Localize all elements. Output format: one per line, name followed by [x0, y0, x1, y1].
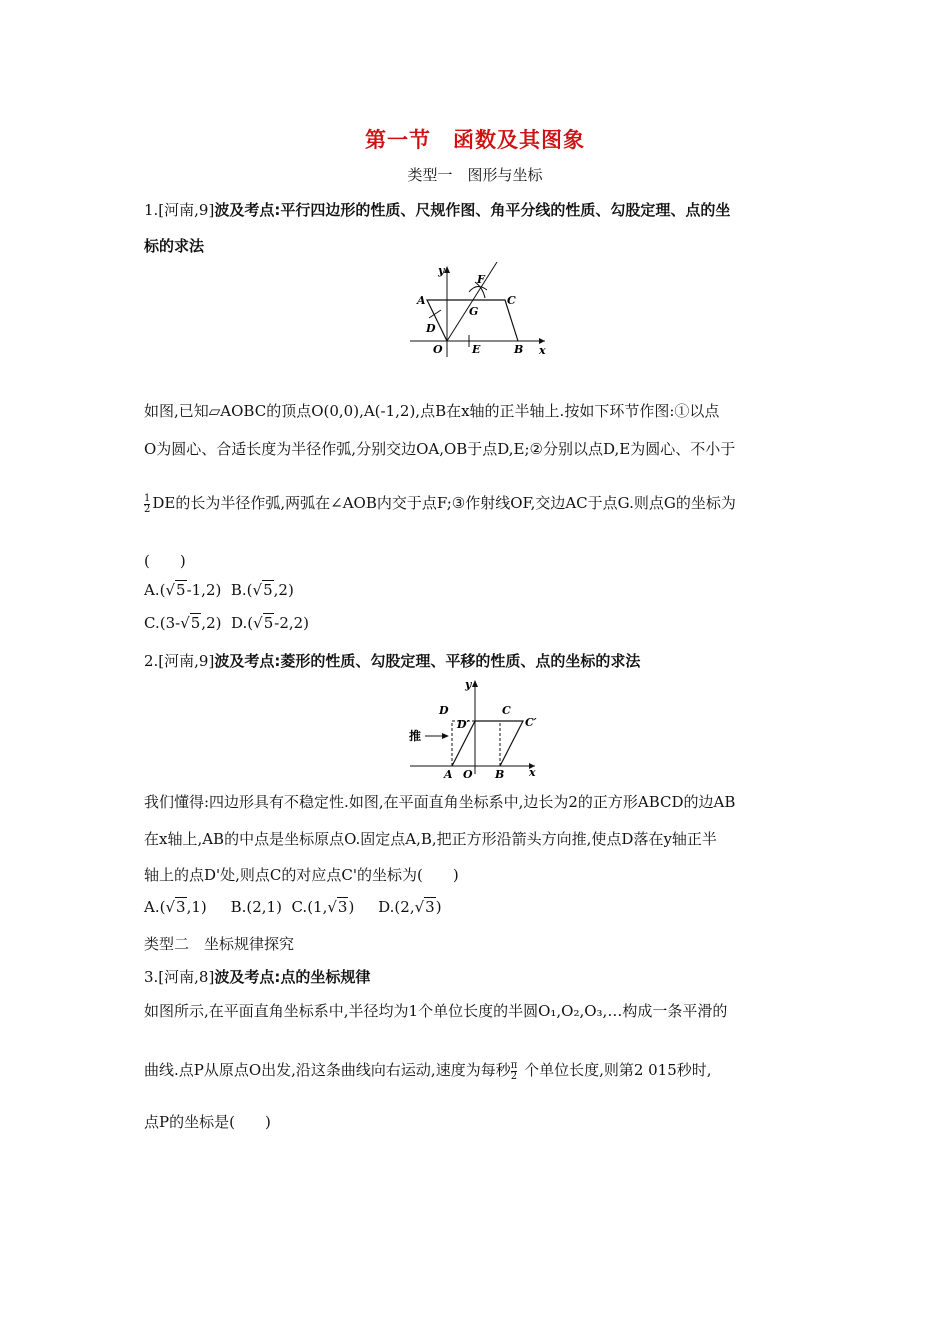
q1-option-c[interactable]: C.(3-√5,2) [144, 614, 222, 632]
q2-fig-label-b: B [495, 768, 505, 781]
q3-header [144, 966, 370, 987]
q2-option-c[interactable]: C.(1,√3) [291, 898, 355, 916]
q3-line2 [144, 1059, 712, 1082]
q1-fig-label-c: C [507, 294, 516, 307]
q2-fig-label-o: O [463, 768, 473, 781]
q2-fig-label-push: 推 [409, 729, 422, 743]
q2-fig-label-c: C [502, 704, 511, 717]
q1-fig-label-f: F [477, 273, 485, 286]
q2-option-b[interactable]: B.(2,1) [230, 898, 282, 916]
q1-line1: 如图,已知▱AOBC的顶点O(0,0),A(-1,2),点B在x轴的正半轴上.按如下环节作图:①以点 [144, 402, 720, 420]
q1-fig-label-a: A [417, 294, 426, 307]
q2-fig-label-a: A [444, 768, 453, 781]
q1-fig-label-e: E [472, 343, 481, 356]
q1-line2: O为圆心、合适长度为半径作弧,分别交边OA,OB于点D,E;②分别以点D,E为圆心、不小于 [144, 440, 736, 458]
q1-number: 1.[河南,9] [144, 201, 215, 219]
q2-options [144, 898, 442, 916]
q2-line1: 我们懂得:四边形具有不稳定性.如图,在平面直角坐标系中,边长为2的正方形ABCD的边AB [144, 793, 736, 811]
q3-line2-end: 个单位长度,则第2 015秒时, [524, 1061, 712, 1079]
q2-option-a[interactable]: A.(√3,1) [144, 898, 207, 916]
q2-fig-label-d: D [439, 704, 449, 717]
q2-fig-label-dprime: D′ [457, 718, 470, 731]
q1-figure [405, 262, 555, 362]
q1-option-a[interactable]: A.(√5-1,2) [144, 581, 222, 599]
q1-topic-cont: 标的求法 [144, 237, 205, 255]
q1-header [144, 199, 730, 220]
q2-header [144, 650, 640, 671]
q3-line3: 点P的坐标是( ) [144, 1113, 271, 1131]
q3-speed-fraction: $\frac{\pi}{2}$ [510, 1059, 518, 1082]
q1-fig-label-g: G [469, 305, 479, 318]
q1-fig-label-d: D [426, 322, 436, 335]
q1-fig-label-x: x [539, 344, 546, 357]
q1-fig-label-y: y [438, 264, 445, 277]
q3-line1: 如图所示,在平面直角坐标系中,半径均为1个单位长度的半圆O₁,O₂,O₃,…构成一条平滑的 [144, 1002, 728, 1020]
q1-options-cd [144, 614, 309, 632]
q1-answer-paren: ( ) [144, 552, 186, 570]
q1-topic: 波及考点:平行四边形的性质、尺规作图、角平分线的性质、勾股定理、点的坐 [214, 201, 731, 219]
q3-number: 3.[河南,8] [144, 968, 215, 986]
q3-topic: 波及考点:点的坐标规律 [214, 968, 371, 986]
q2-topic: 波及考点:菱形的性质、勾股定理、平移的性质、点的坐标的求法 [214, 652, 641, 670]
q1-half-fraction: $\frac{1}{2}$ [144, 492, 151, 515]
q2-number: 2.[河南,9] [144, 652, 215, 670]
q2-fig-label-x: x [529, 766, 536, 779]
q2-line3: 轴上的点D'处,则点C的对应点C'的坐标为( ) [144, 866, 459, 884]
q2-figure [405, 676, 550, 781]
q1-option-b[interactable]: B.(√5,2) [230, 581, 294, 599]
q1-option-d[interactable]: D.(√5-2,2) [231, 614, 310, 632]
q2-line2: 在x轴上,AB的中点是坐标原点O.固定点A,B,把正方形沿箭头方向推,使点D落在y轴正半 [144, 830, 717, 848]
type2-heading: 类型二 坐标规律探究 [144, 935, 295, 953]
q2-option-d[interactable]: D.(2,√3) [378, 898, 442, 916]
q1-options-ab [144, 581, 294, 599]
page-title: 第一节 函数及其图象 [365, 128, 585, 152]
q1-line3: DE的长为半径作弧,两弧在∠AOB内交于点F;③作射线OF,交边AC于点G.则点G的坐标为 [152, 494, 736, 512]
q3-line2-start: 曲线.点P从原点O出发,沿这条曲线向右运动,速度为每秒 [144, 1061, 511, 1079]
q1-fig-label-b: B [514, 343, 524, 356]
type1-heading: 类型一 图形与坐标 [407, 166, 543, 184]
q2-fig-label-y: y [465, 678, 472, 691]
q1-line3-wrap [144, 492, 736, 515]
q1-fig-label-o: O [433, 343, 443, 356]
q2-fig-label-cprime: C′ [525, 716, 537, 729]
